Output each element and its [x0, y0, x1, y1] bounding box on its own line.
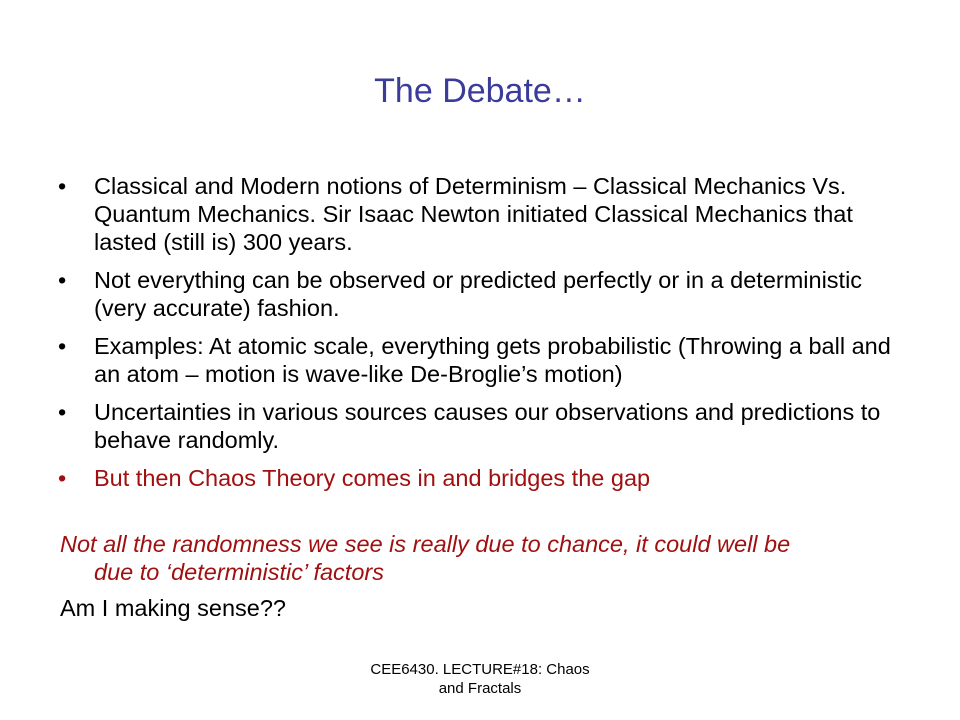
bullet-icon: • — [58, 333, 67, 359]
bullet-item — [58, 398, 918, 454]
closing-question: Am I making sense?? — [60, 595, 286, 621]
bullet-item — [58, 332, 918, 388]
slide-title: The Debate… — [374, 72, 586, 110]
note-line-1: Not all the randomness we see is really due to chance, it could well be — [60, 531, 791, 557]
bullet-item-highlight — [58, 464, 918, 492]
slide-footer — [330, 660, 630, 698]
bullet-icon: • — [58, 465, 67, 491]
footer-line-2: and Fractals — [438, 680, 522, 697]
bullet-icon: • — [58, 173, 67, 199]
bullet-item — [58, 172, 918, 256]
bullet-icon: • — [58, 267, 67, 293]
bullet-text: But then Chaos Theory comes in and bridges the gap — [94, 465, 651, 491]
bullet-text: Not everything can be observed or predicted perfectly or in a deterministic (very accurate) fashion. — [94, 267, 863, 321]
bullet-icon: • — [58, 399, 67, 425]
footer-line-1: CEE6430. LECTURE#18: Chaos — [370, 661, 590, 678]
bullet-text: Uncertainties in various sources causes our observations and predictions to behave randomly. — [94, 399, 881, 453]
bullet-item — [58, 266, 918, 322]
bullet-list — [58, 172, 918, 502]
randomness-note — [60, 530, 920, 586]
bullet-text: Classical and Modern notions of Determinism – Classical Mechanics Vs. Quantum Mechanics. Sir Isaac Newton initiated Classical Mechanics that lasted (still is) 300 years. — [94, 173, 853, 255]
bullet-text: Examples: At atomic scale, everything gets probabilistic (Throwing a ball and an atom – motion is wave-like De-Broglie’s motion) — [94, 333, 891, 387]
note-line-2: due to ‘deterministic’ factors — [94, 559, 384, 585]
